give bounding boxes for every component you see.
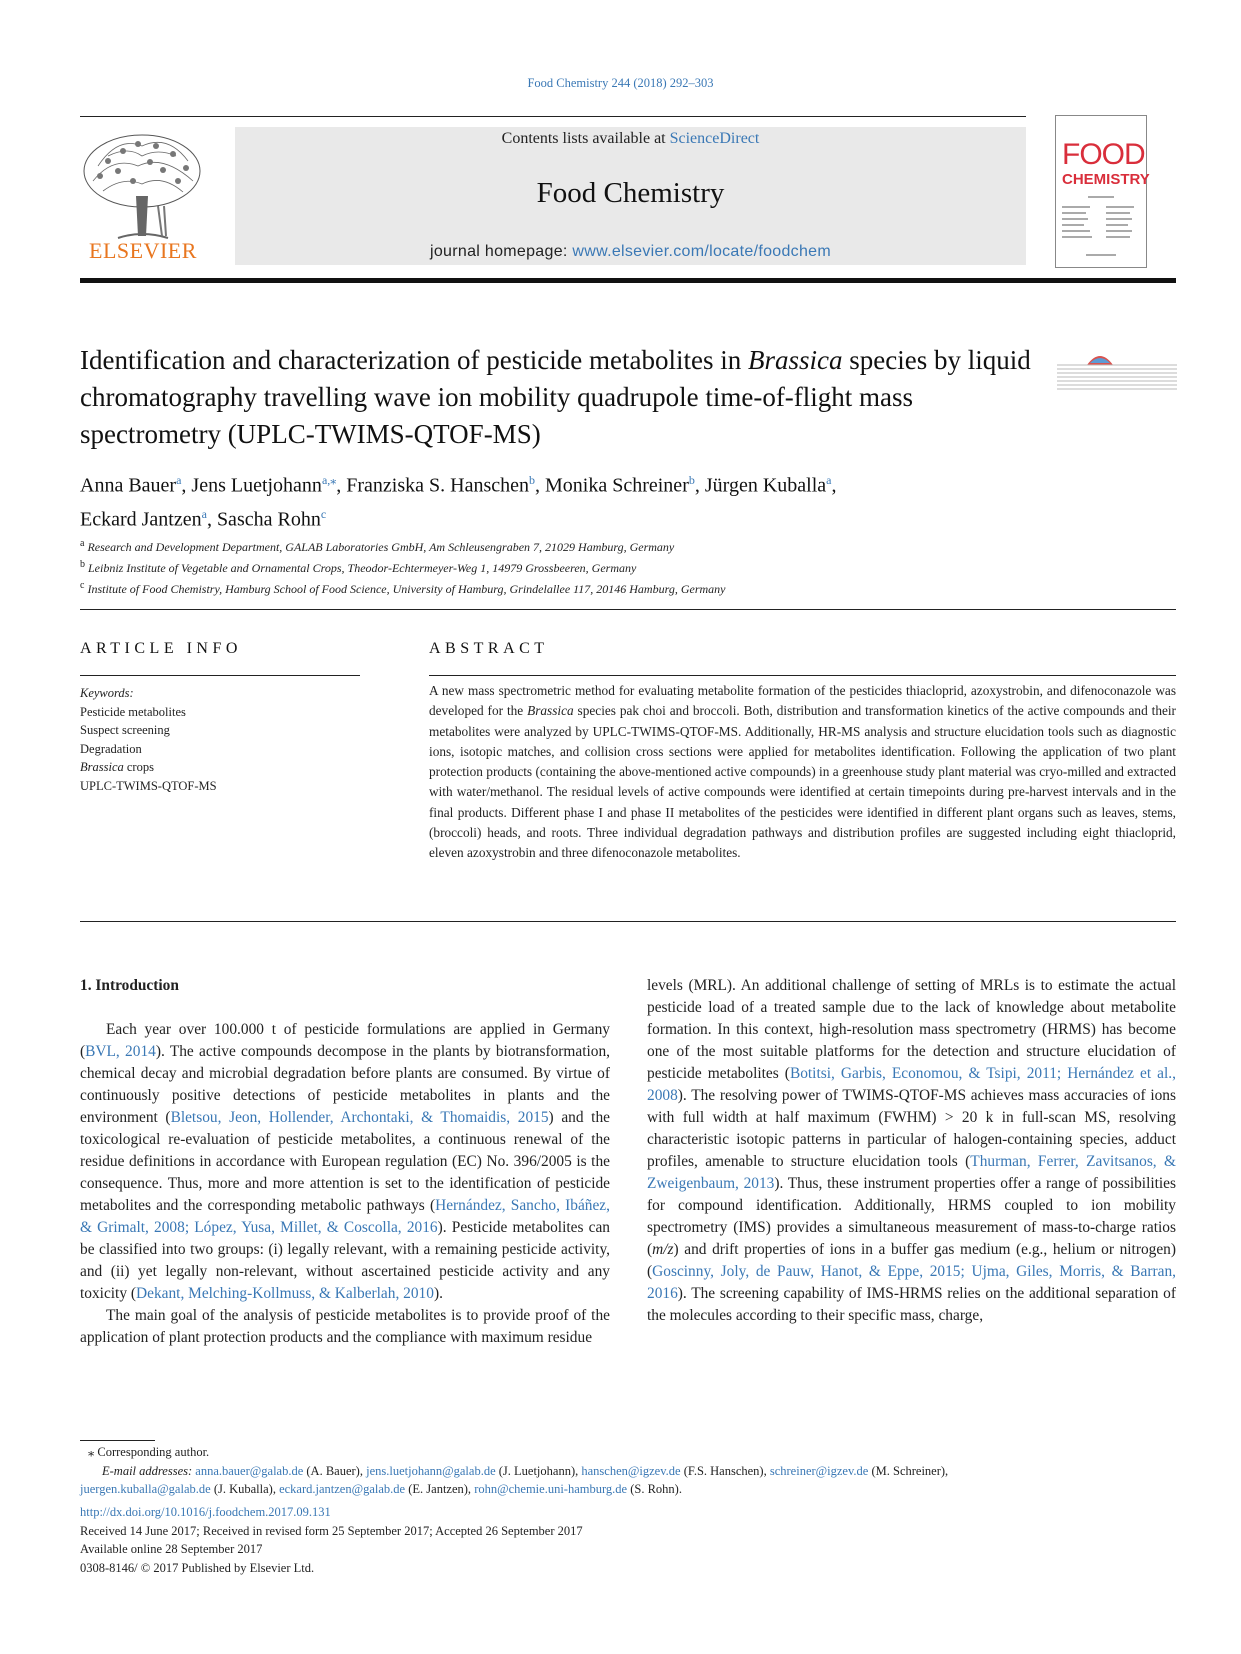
- author-affiliation-marker[interactable]: c: [320, 506, 327, 521]
- author-affiliation-marker[interactable]: a: [201, 506, 207, 521]
- text-run: ). The screening capability of IMS-HRMS relies on the additional separation of the molecules according to their specific mass, charge,: [647, 1285, 1176, 1324]
- masthead-top-rule: [80, 116, 1026, 117]
- citation-link[interactable]: Hernández, Sancho, Ibáñez, & Grimalt, 2008; López, Yusa, Millet, & Coscolla, 2016: [80, 1197, 610, 1236]
- intro-paragraph-1: [80, 1019, 610, 1305]
- text-run: levels (MRL). An additional challenge of setting of MRLs is to estimate the actual pesticide load of a treated sample due to the lack of knowledge about metabolite formation. In this context, high-resolution mass spectrometry (HRMS) has become one of the most suitable platforms for the detection and structure elucidation of pesticide metabolites (: [647, 977, 1176, 1082]
- masthead-thick-rule: [80, 278, 1176, 283]
- intro-paragraph-2-start: [80, 1305, 610, 1349]
- author: Anna Bauer: [80, 474, 177, 497]
- keyword-item: Suspect screening: [80, 723, 170, 737]
- author: Franziska S. Hanschen: [346, 474, 529, 497]
- author: Jürgen Kuballa: [704, 474, 827, 497]
- citation-link[interactable]: BVL, 2014: [85, 1043, 156, 1060]
- title-italic: Brassica: [747, 345, 843, 375]
- cover-editor-list-icon: [1056, 194, 1146, 264]
- author: Monika Schreiner: [545, 474, 689, 497]
- email-owner: (F.S. Hanschen),: [680, 1463, 770, 1478]
- body-column-right: [647, 975, 1176, 1327]
- cover-title-food: FOOD: [1062, 138, 1145, 171]
- received-dates: Received 14 June 2017; Received in revised form 25 September 2017; Accepted 26 September 2017: [80, 1523, 583, 1538]
- abstract-part2: species pak choi and broccoli. Both, distribution and transformation kinetics of the active compounds and their metabolites were analyzed by UPLC-TWIMS-QTOF-MS. Additionally, HR-MS analysis and structure elucidation tools such as diagnostic ions, isotopic matches, and collision cross sections were applied for metabolites identification. Following the application of two plant protection products (containing the above-mentioned active compounds) in a greenhouse study plant material was cryo-milled and extracted with water/methanol. The residual levels of active compounds were identified at certain timepoints during pre-harvest intervals and in the final products. Different phase I and phase II metabolites of the pesticides were identified in different plant organs such as leaves, stems, (broccoli) heads, and roots. Three individual degradation pathways and distribution profiles are suggested including eight thiacloprid, eleven azoxystrobin and three difenoconazole metabolites.: [429, 703, 1176, 861]
- author-affiliation-marker[interactable]: b: [529, 473, 535, 487]
- author-list: Anna Bauer$^a$, Jens Luetjohann$^{a,⁎}$, Franziska S. Hanschen$^b$, Monika Schreiner$^b$, Jürgen Kuballa$^a$, Eckard Jantzen$^a$, Sascha Rohn$^c$: [80, 473, 837, 531]
- copyright-line: 0308-8146/ © 2017 Published by Elsevier Ltd.: [80, 1560, 315, 1575]
- affiliation-marker: c: [80, 580, 85, 591]
- text-run-italic: m/z: [652, 1241, 674, 1258]
- email-owner: (M. Schreiner),: [868, 1463, 949, 1478]
- title-part2: species by liquid chromatography travelling wave ion mobility quadrupole time-of-flight mass spectrometry (UPLC-TWIMS-QTOF-MS): [80, 345, 1031, 449]
- citation-link[interactable]: Dekant, Melching-Kollmuss, & Kalberlah, 2010: [136, 1285, 434, 1302]
- affiliation-marker: b: [80, 559, 85, 570]
- author: Sascha Rohn: [216, 508, 321, 531]
- intro-paragraph-2-continued: [647, 975, 1176, 1327]
- text-run: ) and drift properties of ions in a buffer gas medium (e.g., helium or nitrogen) (: [647, 1241, 1176, 1280]
- author-affiliation-marker[interactable]: a,⁎: [321, 473, 337, 487]
- email-owner: (A. Bauer),: [303, 1463, 367, 1478]
- keyword-item: Pesticide metabolites: [80, 704, 186, 719]
- affiliation-item: [80, 577, 1080, 598]
- email-link[interactable]: juergen.kuballa@galab.de: [80, 1482, 211, 1496]
- footnotes: [80, 1443, 1176, 1499]
- text-run: ).: [433, 1285, 443, 1302]
- elsevier-wordmark: ELSEVIER: [89, 238, 197, 263]
- email-link[interactable]: jens.luetjohann@galab.de: [366, 1463, 496, 1478]
- keyword-item: UPLC-TWIMS-QTOF-MS: [80, 778, 217, 793]
- affiliation-item: [80, 535, 1080, 556]
- email-link[interactable]: anna.bauer@galab.de: [195, 1463, 304, 1478]
- citation-link[interactable]: Thurman, Ferrer, Zavitsanos, & Zweigenbaum, 2013: [647, 1153, 1176, 1192]
- abstract-rule: [429, 675, 1176, 676]
- crossmark-icon: [1057, 345, 1177, 400]
- email-addresses: [80, 1462, 1176, 1481]
- abstract-heading: ABSTRACT: [429, 640, 549, 657]
- text-run: The main goal of the analysis of pesticide metabolites is to provide proof of the application of plant protection products and the compliance with maximum residue: [80, 1307, 610, 1346]
- corresponding-author-note: ⁎ Corresponding author.: [88, 1445, 210, 1459]
- journal-name: Food Chemistry: [536, 177, 725, 209]
- article-info-rule: [80, 675, 360, 676]
- citation-link[interactable]: Goscinny, Joly, de Pauw, Hanot, & Eppe, 2015; Ujma, Giles, Morris, & Barran, 2016: [647, 1263, 1176, 1302]
- email-addresses-continued: [80, 1480, 1176, 1499]
- author: Jens Luetjohann: [191, 474, 322, 497]
- affiliation-item: [80, 556, 1080, 577]
- email-link[interactable]: eckard.jantzen@galab.de: [279, 1482, 406, 1496]
- author-affiliation-marker[interactable]: b: [688, 473, 695, 487]
- citation-link[interactable]: Bletsou, Jeon, Hollender, Archontaki, & Thomaidis, 2015: [170, 1109, 549, 1126]
- abstract-part1: A new mass spectrometric method for evaluating metabolite formation of the pesticides thiacloprid, azoxystrobin, and difenoconazole was developed for the: [429, 683, 1176, 719]
- text-run: ). The active compounds decompose in the plants by biotransformation, chemical decay and microbial degradation before plants are consumed. By virtue of continuously positive detections of pesticide metabolites in plants and the environment (: [80, 1043, 610, 1126]
- homepage-line: [235, 243, 1026, 261]
- affiliation-text: Leibniz Institute of Vegetable and Ornamental Crops, Theodor-Echtermeyer-Weg 1, 14979 Grossbeeren, Germany: [88, 561, 637, 575]
- email-owner: (S. Rohn).: [627, 1482, 682, 1496]
- keyword-item: Degradation: [80, 741, 142, 756]
- sciencedirect-link[interactable]: ScienceDirect: [669, 130, 760, 147]
- section-heading-introduction: 1. Introduction: [80, 977, 179, 994]
- journal-cover-thumbnail[interactable]: [1055, 115, 1150, 268]
- keyword-item: [80, 758, 360, 777]
- email-link[interactable]: rohn@chemie.uni-hamburg.de: [474, 1482, 628, 1496]
- affiliation-rule: [80, 609, 1176, 610]
- body-column-left: [80, 975, 610, 1349]
- email-label: E-mail addresses:: [102, 1463, 193, 1478]
- contents-prefix: Contents lists available at: [501, 130, 670, 147]
- text-run: ). Pesticide metabolites can be classified into two groups: (i) legally relevant, with a remaining pesticide activity, and (ii) yet legally non-relevant, without ascertained pesticide activity and any toxicity (: [80, 1219, 610, 1302]
- text-run: Each year over 100.000 t of pesticide formulations are applied in Germany (: [80, 1021, 610, 1060]
- article-info-heading: ARTICLE INFO: [80, 640, 242, 657]
- citation-link[interactable]: Botitsi, Garbis, Economou, & Tsipi, 2011; Hernández et al., 2008: [647, 1065, 1176, 1104]
- abstract-bottom-rule: [80, 921, 1176, 922]
- author-affiliation-marker[interactable]: a: [826, 473, 832, 487]
- affiliation-list: [80, 535, 1080, 598]
- email-owner: (J. Luetjohann),: [495, 1463, 582, 1478]
- title-part1: Identification and characterization of pesticide metabolites in: [80, 345, 748, 375]
- journal-homepage-link[interactable]: www.elsevier.com/locate/foodchem: [572, 243, 831, 260]
- cover-title-chemistry: CHEMISTRY: [1062, 171, 1150, 188]
- keywords-label: Keywords:: [80, 686, 134, 700]
- doi-link[interactable]: http://dx.doi.org/10.1016/j.foodchem.2017.09.131: [80, 1505, 331, 1519]
- email-link[interactable]: schreiner@igzev.de: [769, 1463, 869, 1478]
- email-owner: (E. Jantzen),: [405, 1482, 475, 1496]
- email-owner: (J. Kuballa),: [210, 1482, 280, 1496]
- crossmark-badge[interactable]: [1057, 345, 1177, 400]
- affiliation-text: Research and Development Department, GALAB Laboratories GmbH, Am Schleusengraben 7, 21029 Hamburg, Germany: [87, 540, 675, 554]
- elsevier-logo: [78, 126, 208, 266]
- text-run: ). The resolving power of TWIMS-QTOF-MS achieves mass accuracies of ions with full width at half maximum (FWHM) > 20 k in full-scan MS, resolving characteristic isotopic patterns in particular of halogen-containing species, adduct profiles, amenable to structure elucidation tools (: [647, 1087, 1176, 1170]
- abstract-text: [429, 681, 1176, 864]
- author-affiliation-marker[interactable]: a: [176, 473, 182, 487]
- author: Eckard Jantzen: [80, 508, 202, 531]
- text-run: ). Thus, these instrument properties offer a range of possibilities for compound identification. Additionally, HRMS coupled to ion mobility spectrometry (IMS) provides a simultaneous measurement of mass-to-charge ratios (: [647, 1175, 1176, 1258]
- footnote-rule: [80, 1440, 155, 1441]
- keyword-list: [80, 684, 360, 795]
- homepage-prefix: journal homepage:: [430, 243, 573, 260]
- text-run: ) and the toxicological re-evaluation of pesticide metabolites, a continuous renewal of the residue definitions in accordance with European regulation (EC) No. 396/2005 is the consequence. Thus, more and more attention is set to the identification of pesticide metabolites and the corresponding metabolic pathways (: [80, 1109, 610, 1214]
- contents-line: [235, 130, 1026, 148]
- article-title: [80, 342, 1040, 453]
- affiliation-marker: a: [80, 538, 85, 549]
- journal-reference[interactable]: Food Chemistry 244 (2018) 292–303: [527, 76, 714, 90]
- keyword-italic: Brassica: [80, 760, 124, 774]
- publication-info: [80, 1503, 1176, 1577]
- email-link[interactable]: hanschen@igzev.de: [581, 1463, 681, 1478]
- keyword-rest: crops: [123, 760, 154, 774]
- affiliation-text: Institute of Food Chemistry, Hamburg School of Food Science, University of Hamburg, Grindelallee 117, 20146 Hamburg, Germany: [87, 582, 726, 596]
- online-date: Available online 28 September 2017: [80, 1542, 263, 1556]
- abstract-italic: Brassica: [527, 703, 574, 719]
